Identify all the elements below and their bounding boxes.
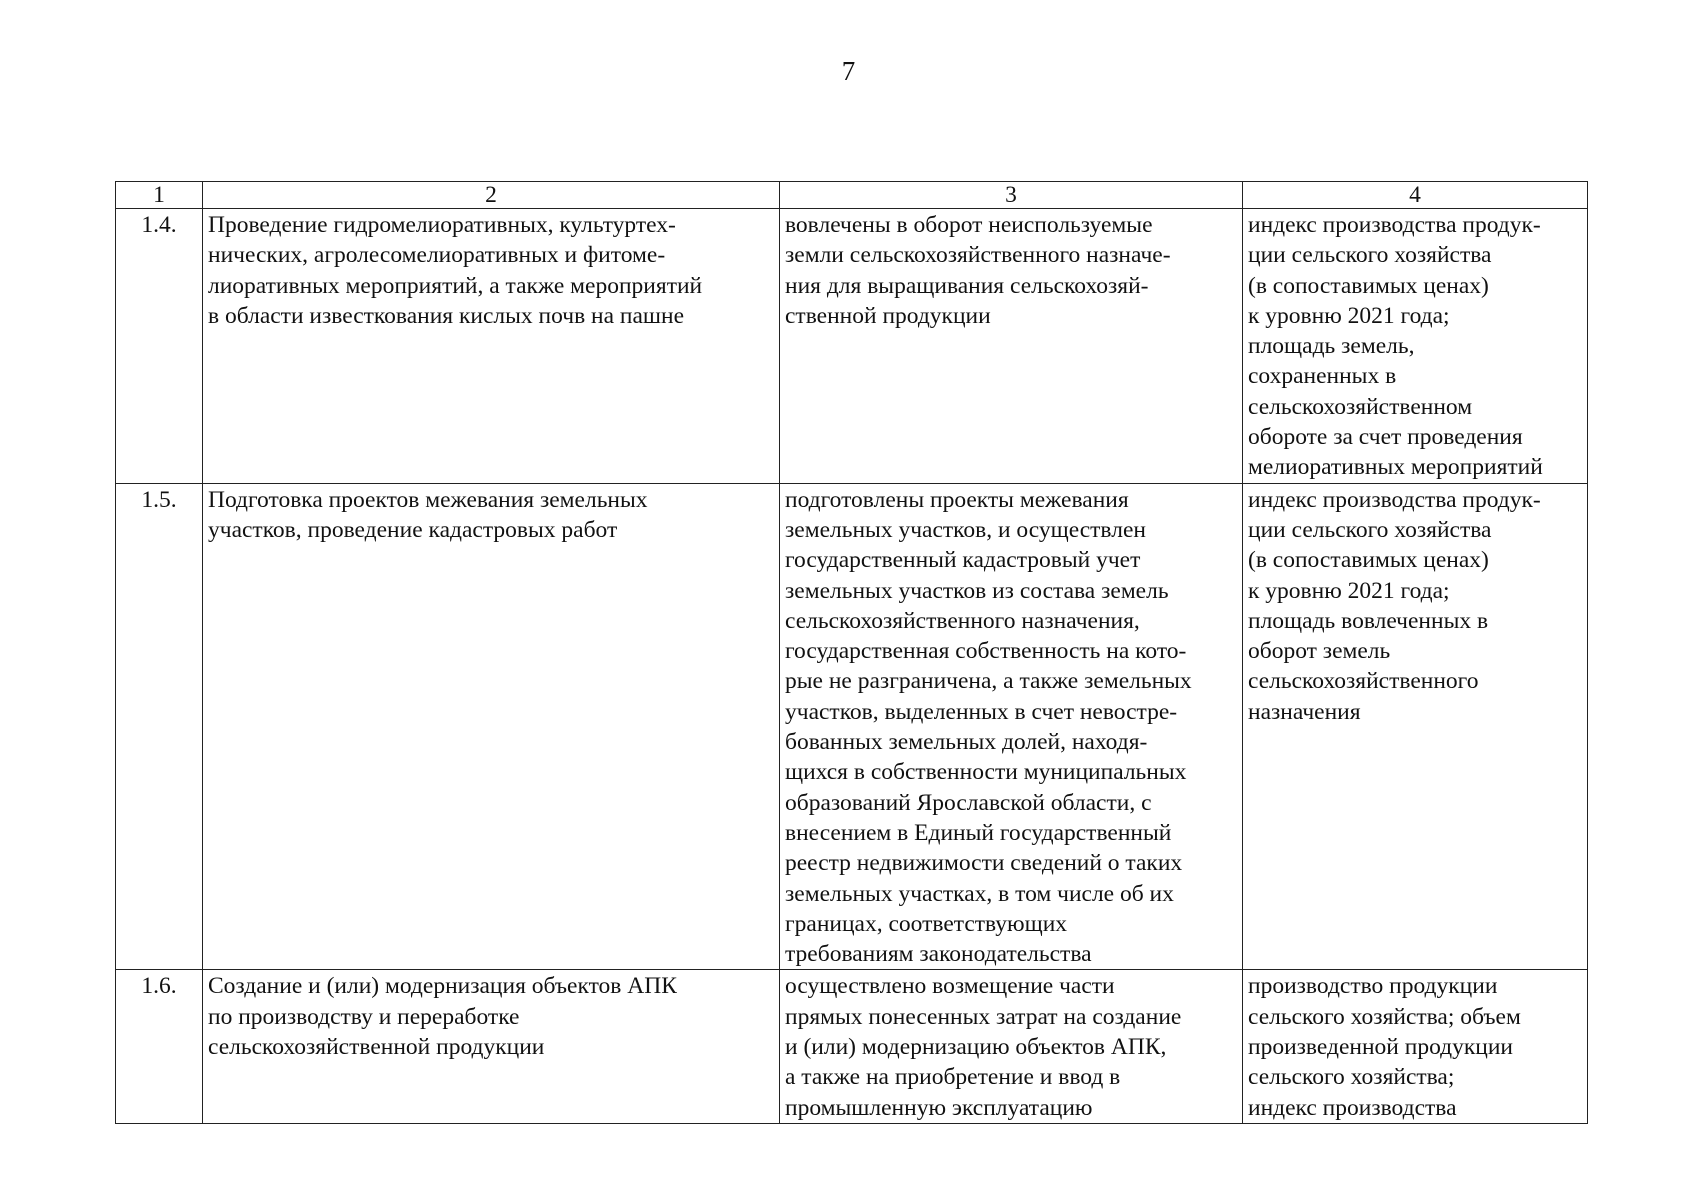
indicator-text: производство продукции сельского хозяйства; объем произведенной продукции сельского хозяйства; индекс производства <box>1248 973 1521 1121</box>
activity-text: Подготовка проектов межевания земельных участков, проведение кадастровых работ <box>208 486 648 543</box>
row-number: 1.5. <box>116 483 203 970</box>
indicator-cell <box>1243 970 1588 1123</box>
result-cell <box>780 209 1243 484</box>
indicator-cell <box>1243 483 1588 970</box>
indicator-text: индекс производства продук- ции сельского хозяйства (в сопоставимых ценах) к уровню 2021 года; площадь вовлеченных в оборот земель сельскохозяйственного назначения <box>1248 486 1541 725</box>
activity-text: Проведение гидромелиоративных, культуртех- нических, агролесомелиоративных и фитоме- лиоративных мероприятий, а также мероприятий в области известкования кислых почв на пашне <box>208 212 703 329</box>
row-number: 1.6. <box>116 970 203 1123</box>
column-header-3: 3 <box>780 182 1243 209</box>
result-text: подготовлены проекты межевания земельных участков, и осуществлен государственный кадастровый учет земельных участков из состава земель сельскохозяйственного назначения, государственная собственность на кото- рые не разграничена, а также земельных участков, выделенных в счет невостре- бованных земельных долей, находя- щихся в собственности муниципальных образований Ярославской области, с внесением в Единый государственный реестр недвижимости сведений о таких земельных участках, в том числе об их границах, соответствующих требованиям законодательства <box>785 486 1192 968</box>
result-cell <box>780 970 1243 1123</box>
result-text: вовлечены в оборот неиспользуемые земли сельскохозяйственного назначе- ния для выращивания сельскохозяй- ственной продукции <box>785 212 1171 329</box>
result-cell <box>780 483 1243 970</box>
page-number: 7 <box>841 56 856 86</box>
result-text: осуществлено возмещение части прямых понесенных затрат на создание и (или) модернизацию объектов АПК, а также на приобретение и ввод в промышленную эксплуатацию <box>785 973 1182 1121</box>
table-row <box>116 209 1588 484</box>
column-header-2: 2 <box>203 182 780 209</box>
activity-text: Создание и (или) модернизация объектов АПК по производству и переработке сельскохозяйственной продукции <box>208 973 677 1061</box>
row-number: 1.4. <box>116 209 203 484</box>
column-header-1: 1 <box>116 182 203 209</box>
table-header-row <box>116 182 1588 209</box>
activity-cell <box>203 970 780 1123</box>
table-row <box>116 483 1588 970</box>
column-header-4: 4 <box>1243 182 1588 209</box>
activity-cell <box>203 483 780 970</box>
indicator-text: индекс производства продук- ции сельского хозяйства (в сопоставимых ценах) к уровню 2021 года; площадь земель, сохраненных в сельскохозяйственном обороте за счет проведения мелиоративных мероприятий <box>1248 212 1543 481</box>
activity-cell <box>203 209 780 484</box>
indicator-cell <box>1243 209 1588 484</box>
measures-table <box>115 181 1588 1124</box>
table-row <box>116 970 1588 1123</box>
